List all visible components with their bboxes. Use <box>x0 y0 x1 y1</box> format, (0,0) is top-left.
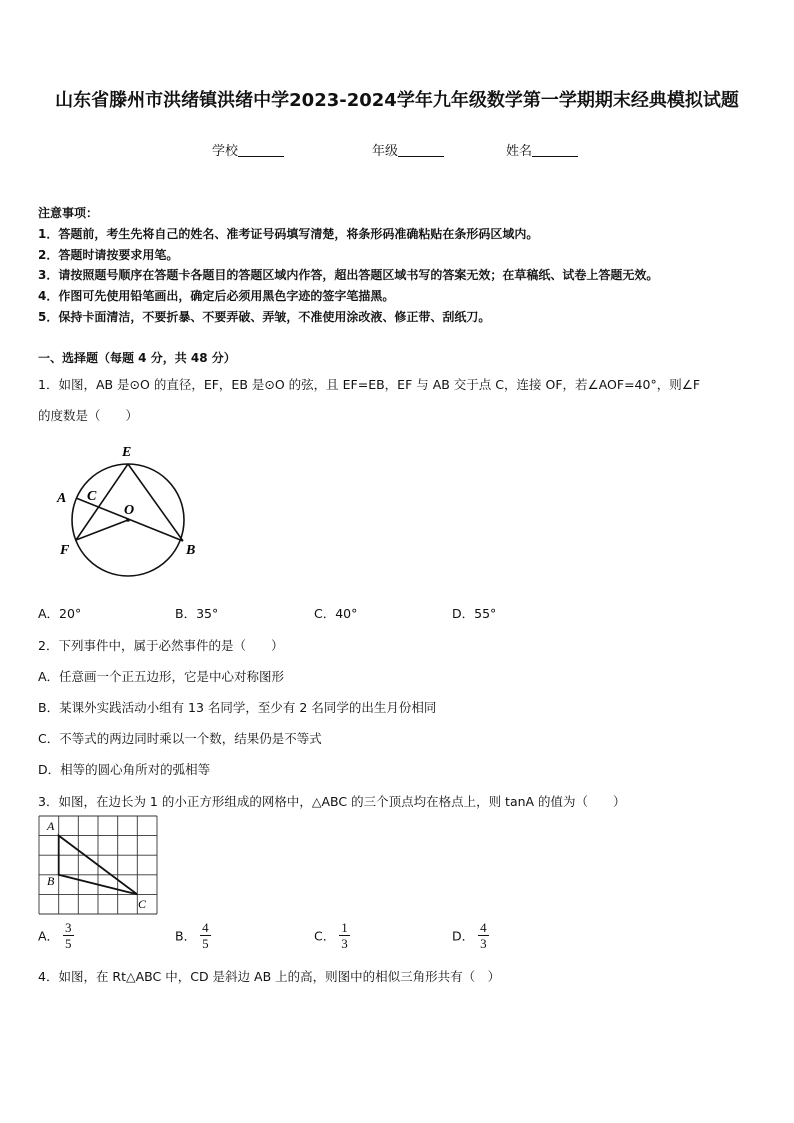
q4-stem: 4．如图，在 Rt△ABC 中，CD 是斜边 AB 上的高，则图中的相似三角形共有（ ） <box>38 969 501 984</box>
numerator: 1 <box>341 920 348 935</box>
school-field <box>212 140 284 159</box>
school-label: 学校 <box>212 144 239 159</box>
notice-item: 2．答题时请按要求用笔。 <box>38 248 179 262</box>
fraction <box>478 920 489 951</box>
q3-option-c <box>314 920 350 951</box>
q2-option-b: B．某课外实践活动小组有 13 名同学，至少有 2 名同学的出生月份相同 <box>38 700 437 715</box>
name-blank <box>532 143 578 157</box>
q3-stem: 3．如图，在边长为 1 的小正方形组成的网格中，△ABC 的三个顶点均在格点上，则 tanA 的值为（ ） <box>38 794 626 809</box>
denominator: 3 <box>480 936 487 951</box>
q1-stem-line2: 的度数是（ ） <box>38 408 139 423</box>
name-label: 姓名 <box>506 144 533 159</box>
q1-option-d: D．55° <box>452 606 497 621</box>
q3-option-a <box>38 920 74 951</box>
notice-item: 1．答题前，考生先将自己的姓名、准考证号码填写清楚，将条形码准确粘贴在条形码区域内。 <box>38 227 539 241</box>
label-a: A <box>57 491 67 506</box>
notice-item: 5．保持卡面清洁，不要折暴、不要弄破、弄皱，不准使用涂改液、修正带、刮纸刀。 <box>38 310 491 324</box>
q1-option-b: B．35° <box>175 606 219 621</box>
grade-field <box>372 140 444 159</box>
denominator: 5 <box>65 936 72 951</box>
chord-ef <box>76 464 128 540</box>
numerator: 4 <box>480 920 487 935</box>
q2-option-c: C．不等式的两边同时乘以一个数，结果仍是不等式 <box>38 731 322 746</box>
option-letter: C． <box>314 928 336 944</box>
notice-item: 3．请按照题号顺序在答题卡各题目的答题区域内作答，超出答题区域书写的答案无效；在草稿纸、试卷上答题无效。 <box>38 268 659 282</box>
label-c: C <box>87 489 97 504</box>
label-b: B <box>47 874 55 888</box>
name-field <box>506 140 578 159</box>
label-b: B <box>186 543 196 558</box>
label-c: C <box>138 897 147 911</box>
q3-option-b <box>175 920 211 951</box>
exam-title: 山东省滕州市洪绪镇洪绪中学2023-2024学年九年级数学第一学期期末经典模拟试题 <box>55 90 739 111</box>
fraction <box>339 920 350 951</box>
label-o: O <box>124 503 135 518</box>
q1-circle-figure <box>44 434 204 594</box>
label-e: E <box>122 445 132 460</box>
q1-stem-line1: 1．如图，AB 是⊙O 的直径，EF，EB 是⊙O 的弦，且 EF=EB，EF 与 AB 交于点 C，连接 OF，若∠AOF=40°，则∠F <box>38 377 701 392</box>
notice-heading: 注意事项： <box>38 206 99 220</box>
q1-option-c: C．40° <box>314 606 358 621</box>
numerator: 3 <box>65 920 72 935</box>
label-f: F <box>60 543 70 558</box>
fraction <box>200 920 211 951</box>
option-letter: B． <box>175 928 197 944</box>
school-blank <box>238 143 284 157</box>
label-a: A <box>47 819 55 833</box>
q2-stem: 2．下列事件中，属于必然事件的是（ ） <box>38 638 284 653</box>
denominator: 3 <box>341 936 348 951</box>
grade-blank <box>398 143 444 157</box>
numerator: 4 <box>202 920 209 935</box>
section-heading: 一、选择题（每题 4 分，共 48 分） <box>38 351 236 365</box>
option-letter: D． <box>452 928 475 944</box>
option-letter: A． <box>38 928 60 944</box>
notice-item: 4．作图可先使用铅笔画出，确定后必须用黑色字迹的签字笔描黑。 <box>38 289 395 303</box>
q2-option-a: A．任意画一个正五边形，它是中心对称图形 <box>38 669 285 684</box>
q1-option-a: A．20° <box>38 606 82 621</box>
center-dot <box>126 518 130 522</box>
q2-option-d: D．相等的圆心角所对的弧相等 <box>38 762 211 777</box>
denominator: 5 <box>202 936 209 951</box>
q3-option-d <box>452 920 489 951</box>
q3-grid-figure <box>38 814 160 918</box>
fraction <box>63 920 74 951</box>
grade-label: 年级 <box>372 144 399 159</box>
